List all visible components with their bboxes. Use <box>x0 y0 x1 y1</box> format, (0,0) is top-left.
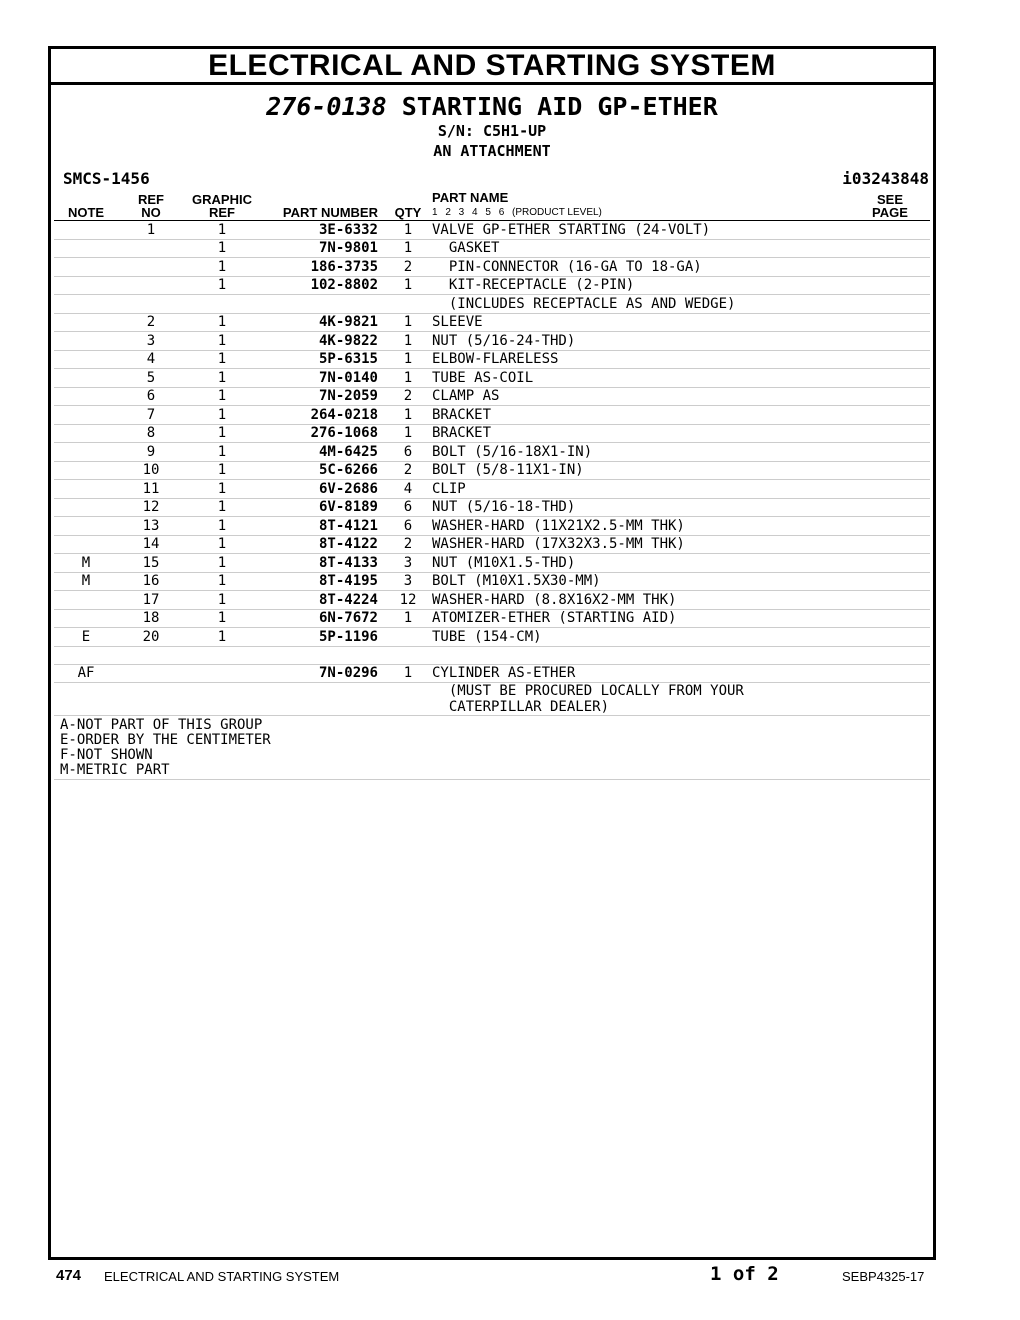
table-row <box>54 461 930 480</box>
table-row <box>54 664 930 683</box>
ref-no-cell: 16 <box>118 572 184 591</box>
part-name-cell: WASHER-HARD (11X21X2.5-MM THK) <box>432 517 850 536</box>
table-row <box>54 276 930 295</box>
qty-cell: 2 <box>384 387 432 406</box>
graphic-ref-cell: 1 <box>184 480 260 499</box>
graphic-ref-cell <box>184 664 260 683</box>
graphic-ref-cell: 1 <box>184 628 260 647</box>
part-name-cell: KIT-RECEPTACLE (2-PIN) <box>432 276 850 295</box>
see-page-cell <box>850 424 930 443</box>
part-number-cell: 6N-7672 <box>260 609 384 628</box>
qty-cell: 6 <box>384 443 432 462</box>
empty-cell <box>384 646 432 664</box>
part-number-cell: 264-0218 <box>260 406 384 425</box>
note-line: E-ORDER BY THE CENTIMETER <box>60 732 271 748</box>
col-ref-header: REF NO <box>118 191 184 221</box>
qty-cell <box>384 683 432 716</box>
part-number-cell: 186-3735 <box>260 258 384 277</box>
ref-no-cell <box>118 683 184 716</box>
graphic-ref-cell: 1 <box>184 424 260 443</box>
ref-no-cell: 1 <box>118 221 184 240</box>
see-page-cell <box>850 387 930 406</box>
note-cell <box>54 443 118 462</box>
note-cell <box>54 313 118 332</box>
footer-section: ELECTRICAL AND STARTING SYSTEM <box>104 1269 340 1284</box>
serial-number: S/N: C5H1-UP <box>437 122 547 140</box>
part-number-cell: 8T-4121 <box>260 517 384 536</box>
table-row <box>54 498 930 517</box>
note-cell <box>54 332 118 351</box>
part-name-cell: BRACKET <box>432 406 850 425</box>
part-name-cell: TUBE (154-CM) <box>432 628 850 647</box>
note-cell <box>54 591 118 610</box>
ref-no-cell: 2 <box>118 313 184 332</box>
see-page-cell <box>850 554 930 573</box>
part-number-cell: 5C-6266 <box>260 461 384 480</box>
table-row <box>54 572 930 591</box>
graphic-ref-cell: 1 <box>184 461 260 480</box>
see-page-cell <box>850 258 930 277</box>
col-part-number-header: PART NUMBER <box>260 191 384 221</box>
qty-cell: 1 <box>384 239 432 258</box>
note-cell <box>54 221 118 240</box>
note-cell <box>54 350 118 369</box>
table-row <box>54 517 930 536</box>
ref-no-cell <box>118 276 184 295</box>
note-cell: E <box>54 628 118 647</box>
note-cell <box>54 461 118 480</box>
col-qty-header: QTY <box>384 191 432 221</box>
note-line: M-METRIC PART <box>60 762 170 778</box>
ref-no-cell: 7 <box>118 406 184 425</box>
see-page-cell <box>850 517 930 536</box>
table-row <box>54 480 930 499</box>
ref-no-cell: 9 <box>118 443 184 462</box>
table-row <box>54 683 930 716</box>
note-cell <box>54 498 118 517</box>
note-cell <box>54 517 118 536</box>
group-name: STARTING AID GP-ETHER <box>401 92 718 121</box>
see-page-cell <box>850 683 930 716</box>
ref-no-cell: 12 <box>118 498 184 517</box>
col-note-header: NOTE <box>54 191 118 221</box>
page-frame <box>48 46 936 1260</box>
part-number-cell: 8T-4224 <box>260 591 384 610</box>
table-row <box>54 295 930 314</box>
ref-no-cell: 10 <box>118 461 184 480</box>
ref-no-cell <box>118 239 184 258</box>
table-row <box>54 387 930 406</box>
part-number-cell: 8T-4122 <box>260 535 384 554</box>
see-page-cell <box>850 628 930 647</box>
empty-cell <box>260 646 384 664</box>
smcs-code: SMCS-1456 <box>63 169 150 188</box>
part-name-cell: TUBE AS-COIL <box>432 369 850 388</box>
part-name-cell: ELBOW-FLARELESS <box>432 350 850 369</box>
see-page-cell <box>850 535 930 554</box>
empty-cell <box>850 646 930 664</box>
qty-cell: 1 <box>384 664 432 683</box>
table-row <box>54 628 930 647</box>
note-cell <box>54 295 118 314</box>
spacer-row <box>54 646 930 664</box>
empty-cell <box>54 646 118 664</box>
ref-no-cell: 18 <box>118 609 184 628</box>
qty-cell: 3 <box>384 554 432 573</box>
part-number-cell: 4M-6425 <box>260 443 384 462</box>
table-row <box>54 406 930 425</box>
see-page-cell <box>850 406 930 425</box>
see-page-cell <box>850 313 930 332</box>
part-number-cell: 5P-1196 <box>260 628 384 647</box>
see-page-cell <box>850 276 930 295</box>
see-page-cell <box>850 498 930 517</box>
note-cell <box>54 406 118 425</box>
ref-no-cell <box>118 664 184 683</box>
note-cell <box>54 258 118 277</box>
attachment-label: AN ATTACHMENT <box>433 142 551 160</box>
part-number-cell: 5P-6315 <box>260 350 384 369</box>
ref-no-cell: 11 <box>118 480 184 499</box>
empty-cell <box>118 646 184 664</box>
part-number-cell: 7N-0296 <box>260 664 384 683</box>
part-number-cell: 276-1068 <box>260 424 384 443</box>
see-page-cell <box>850 461 930 480</box>
part-number-cell <box>260 683 384 716</box>
qty-cell: 4 <box>384 480 432 499</box>
see-page-cell <box>850 609 930 628</box>
ref-no-cell: 13 <box>118 517 184 536</box>
ref-no-cell <box>118 258 184 277</box>
graphic-ref-cell: 1 <box>184 313 260 332</box>
graphic-ref-cell: 1 <box>184 609 260 628</box>
part-number-cell: 4K-9822 <box>260 332 384 351</box>
part-name-cell: CLAMP AS <box>432 387 850 406</box>
table-row <box>54 609 930 628</box>
graphic-ref-cell: 1 <box>184 498 260 517</box>
graphic-ref-cell: 1 <box>184 276 260 295</box>
note-cell: M <box>54 554 118 573</box>
page-footer <box>0 1263 1020 1293</box>
part-number-cell: 102-8802 <box>260 276 384 295</box>
table-header-row <box>54 191 930 221</box>
see-page-cell <box>850 350 930 369</box>
ref-no-cell: 14 <box>118 535 184 554</box>
part-number-cell: 6V-8189 <box>260 498 384 517</box>
part-number-cell: 6V-2686 <box>260 480 384 499</box>
doc-number: SEBP4325-17 <box>842 1269 925 1284</box>
group-title <box>51 93 933 121</box>
table-row <box>54 535 930 554</box>
qty-cell: 6 <box>384 517 432 536</box>
part-number-cell: 7N-9801 <box>260 239 384 258</box>
see-page-cell <box>850 295 930 314</box>
note-cell <box>54 535 118 554</box>
graphic-ref-cell: 1 <box>184 535 260 554</box>
graphic-ref-cell: 1 <box>184 332 260 351</box>
ref-no-cell: 5 <box>118 369 184 388</box>
see-page-cell <box>850 664 930 683</box>
empty-cell <box>184 646 260 664</box>
table-row <box>54 350 930 369</box>
parts-table <box>54 191 930 716</box>
part-name-cell: NUT (5/16-24-THD) <box>432 332 850 351</box>
table-row <box>54 554 930 573</box>
graphic-ref-cell: 1 <box>184 554 260 573</box>
see-page-cell <box>850 221 930 240</box>
part-name-cell: (MUST BE PROCURED LOCALLY FROM YOUR CATERPILLAR DEALER) <box>432 683 850 716</box>
qty-cell: 1 <box>384 276 432 295</box>
part-name-cell: GASKET <box>432 239 850 258</box>
see-page-cell <box>850 443 930 462</box>
group-header <box>51 93 933 161</box>
note-cell: AF <box>54 664 118 683</box>
smcs-row <box>51 169 933 191</box>
ref-no-cell: 6 <box>118 387 184 406</box>
ref-no-cell: 20 <box>118 628 184 647</box>
note-cell <box>54 387 118 406</box>
qty-cell: 2 <box>384 258 432 277</box>
graphic-ref-cell: 1 <box>184 517 260 536</box>
graphic-ref-cell: 1 <box>184 591 260 610</box>
part-name-cell: ATOMIZER-ETHER (STARTING AID) <box>432 609 850 628</box>
col-part-name-header: PART NAME 1 2 3 4 5 6 (PRODUCT LEVEL) <box>432 191 850 221</box>
part-name-cell: NUT (5/16-18-THD) <box>432 498 850 517</box>
table-row <box>54 591 930 610</box>
part-name-cell: BOLT (5/8-11X1-IN) <box>432 461 850 480</box>
table-row <box>54 332 930 351</box>
part-name-cell: WASHER-HARD (8.8X16X2-MM THK) <box>432 591 850 610</box>
qty-cell: 1 <box>384 406 432 425</box>
part-name-cell: CYLINDER AS-ETHER <box>432 664 850 683</box>
see-page-cell <box>850 480 930 499</box>
note-line: F-NOT SHOWN <box>60 747 153 763</box>
part-name-cell: BRACKET <box>432 424 850 443</box>
qty-cell: 1 <box>384 424 432 443</box>
part-number-cell: 3E-6332 <box>260 221 384 240</box>
note-cell <box>54 480 118 499</box>
qty-cell: 1 <box>384 332 432 351</box>
part-name-cell: VALVE GP-ETHER STARTING (24-VOLT) <box>432 221 850 240</box>
graphic-ref-cell: 1 <box>184 350 260 369</box>
part-name-cell: NUT (M10X1.5-THD) <box>432 554 850 573</box>
graphic-ref-cell: 1 <box>184 369 260 388</box>
group-number: 276-0138 <box>266 92 387 121</box>
ref-no-cell: 15 <box>118 554 184 573</box>
graphic-ref-cell: 1 <box>184 406 260 425</box>
ref-no-cell: 3 <box>118 332 184 351</box>
ref-no-cell: 4 <box>118 350 184 369</box>
note-cell <box>54 369 118 388</box>
see-page-cell <box>850 239 930 258</box>
part-number-cell: 8T-4133 <box>260 554 384 573</box>
table-row <box>54 443 930 462</box>
qty-cell: 1 <box>384 350 432 369</box>
part-number-cell: 7N-2059 <box>260 387 384 406</box>
qty-cell <box>384 295 432 314</box>
col-graphic-header: GRAPHIC REF <box>184 191 260 221</box>
note-line: A-NOT PART OF THIS GROUP <box>60 717 263 733</box>
graphic-ref-cell <box>184 295 260 314</box>
qty-cell: 6 <box>384 498 432 517</box>
page-number: 474 <box>56 1267 82 1284</box>
graphic-ref-cell: 1 <box>184 572 260 591</box>
qty-cell: 1 <box>384 369 432 388</box>
col-see-page-header: SEE PAGE <box>850 191 930 221</box>
graphic-ref-cell <box>184 683 260 716</box>
note-cell <box>54 609 118 628</box>
graphic-ref-cell: 1 <box>184 258 260 277</box>
note-cell <box>54 239 118 258</box>
graphic-ref-cell: 1 <box>184 387 260 406</box>
qty-cell: 12 <box>384 591 432 610</box>
section-title: ELECTRICAL AND STARTING SYSTEM <box>51 49 933 85</box>
part-number-cell: 7N-0140 <box>260 369 384 388</box>
qty-cell: 2 <box>384 461 432 480</box>
table-row <box>54 258 930 277</box>
note-cell <box>54 424 118 443</box>
part-name-cell: SLEEVE <box>432 313 850 332</box>
part-name-cell: WASHER-HARD (17X32X3.5-MM THK) <box>432 535 850 554</box>
part-number-cell <box>260 295 384 314</box>
table-row <box>54 424 930 443</box>
table-row <box>54 313 930 332</box>
part-number-cell: 4K-9821 <box>260 313 384 332</box>
qty-cell: 2 <box>384 535 432 554</box>
document-id: i03243848 <box>842 169 929 188</box>
table-row <box>54 221 930 240</box>
table-row <box>54 239 930 258</box>
note-cell: M <box>54 572 118 591</box>
see-page-cell <box>850 591 930 610</box>
part-name-cell: (INCLUDES RECEPTACLE AS AND WEDGE) <box>432 295 850 314</box>
page-of: 1 of 2 <box>710 1263 779 1285</box>
graphic-ref-cell: 1 <box>184 221 260 240</box>
qty-cell <box>384 628 432 647</box>
note-cell <box>54 683 118 716</box>
part-name-cell: BOLT (M10X1.5X30-MM) <box>432 572 850 591</box>
part-name-cell: BOLT (5/16-18X1-IN) <box>432 443 850 462</box>
note-cell <box>54 276 118 295</box>
see-page-cell <box>850 369 930 388</box>
parts-table-body <box>54 221 930 716</box>
table-row <box>54 369 930 388</box>
ref-no-cell: 8 <box>118 424 184 443</box>
ref-no-cell: 17 <box>118 591 184 610</box>
ref-no-cell <box>118 295 184 314</box>
graphic-ref-cell: 1 <box>184 239 260 258</box>
notes-block <box>54 716 930 780</box>
qty-cell: 3 <box>384 572 432 591</box>
part-name-cell: PIN-CONNECTOR (16-GA TO 18-GA) <box>432 258 850 277</box>
qty-cell: 1 <box>384 313 432 332</box>
part-name-cell: CLIP <box>432 480 850 499</box>
graphic-ref-cell: 1 <box>184 443 260 462</box>
qty-cell: 1 <box>384 221 432 240</box>
see-page-cell <box>850 332 930 351</box>
empty-cell <box>432 646 850 664</box>
part-number-cell: 8T-4195 <box>260 572 384 591</box>
qty-cell: 1 <box>384 609 432 628</box>
see-page-cell <box>850 572 930 591</box>
